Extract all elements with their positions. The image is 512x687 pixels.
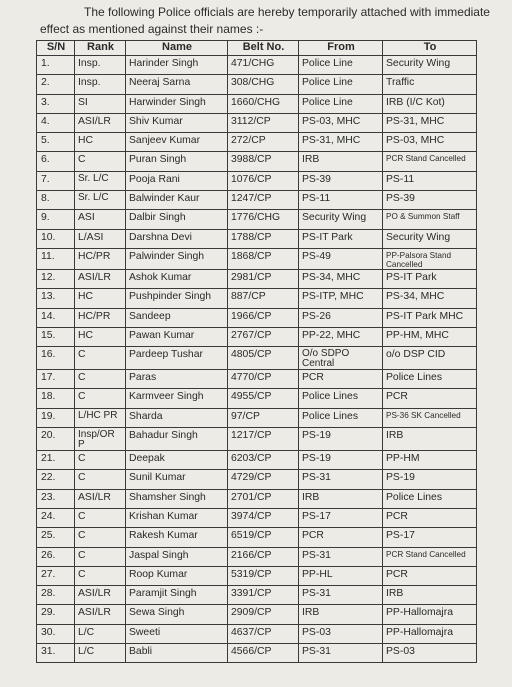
- cell-sn: 15.: [37, 327, 75, 346]
- cell-from: PS-26: [299, 308, 383, 327]
- cell-from: IRB: [299, 605, 383, 624]
- cell-to: PS-36 SK Cancelled: [383, 408, 477, 427]
- cell-belt-no: 6519/CP: [228, 528, 299, 547]
- cell-from: PS-03: [299, 624, 383, 643]
- cell-sn: 27.: [37, 566, 75, 585]
- cell-rank: ASI/LR: [75, 586, 126, 605]
- cell-name: Shiv Kumar: [126, 113, 228, 132]
- table-body: [37, 56, 477, 663]
- table-row: [37, 389, 477, 408]
- cell-to: PCR: [383, 389, 477, 408]
- table-header-row: [37, 41, 477, 56]
- cell-to: PCR: [383, 566, 477, 585]
- cell-from: PS-31: [299, 586, 383, 605]
- intro-line-2: effect as mentioned against their names :-: [40, 22, 264, 36]
- cell-belt-no: 2701/CP: [228, 489, 299, 508]
- cell-belt-no: 3974/CP: [228, 508, 299, 527]
- cell-sn: 23.: [37, 489, 75, 508]
- table-row: [37, 210, 477, 229]
- cell-belt-no: 3112/CP: [228, 113, 299, 132]
- table-row: [37, 308, 477, 327]
- table-row: [37, 171, 477, 190]
- cell-rank: Sr. L/C: [75, 171, 126, 190]
- cell-rank: Insp.: [75, 56, 126, 75]
- cell-to: IRB: [383, 428, 477, 451]
- table-row: [37, 269, 477, 288]
- cell-rank: HC: [75, 289, 126, 308]
- table-row: [37, 370, 477, 389]
- cell-sn: 14.: [37, 308, 75, 327]
- cell-rank: HC/PR: [75, 308, 126, 327]
- table-row: [37, 152, 477, 171]
- cell-from: PS-31: [299, 644, 383, 663]
- cell-sn: 24.: [37, 508, 75, 527]
- cell-name: Pushpinder Singh: [126, 289, 228, 308]
- table-row: [37, 644, 477, 663]
- cell-to: Police Lines: [383, 489, 477, 508]
- cell-to: PO & Summon Staff: [383, 210, 477, 229]
- table-row: [37, 566, 477, 585]
- table-row: [37, 248, 477, 269]
- cell-belt-no: 3391/CP: [228, 586, 299, 605]
- cell-sn: 4.: [37, 113, 75, 132]
- cell-sn: 16.: [37, 347, 75, 370]
- cell-sn: 25.: [37, 528, 75, 547]
- cell-belt-no: 4566/CP: [228, 644, 299, 663]
- cell-to: PS-39: [383, 191, 477, 210]
- cell-name: Rakesh Kumar: [126, 528, 228, 547]
- cell-belt-no: 97/CP: [228, 408, 299, 427]
- cell-name: Sanjeev Kumar: [126, 133, 228, 152]
- cell-name: Sewa Singh: [126, 605, 228, 624]
- cell-belt-no: 1217/CP: [228, 428, 299, 451]
- table-row: [37, 547, 477, 566]
- cell-rank: C: [75, 451, 126, 470]
- cell-name: Puran Singh: [126, 152, 228, 171]
- cell-name: Shamsher Singh: [126, 489, 228, 508]
- header-rank: Rank: [75, 41, 126, 56]
- cell-from: PS-ITP, MHC: [299, 289, 383, 308]
- cell-from: PS-IT Park: [299, 229, 383, 248]
- cell-to: PS-03: [383, 644, 477, 663]
- cell-sn: 8.: [37, 191, 75, 210]
- cell-rank: C: [75, 566, 126, 585]
- cell-name: Paras: [126, 370, 228, 389]
- table-row: [37, 470, 477, 489]
- cell-to: PP-Palsora Stand Cancelled: [383, 248, 477, 269]
- cell-name: Sunil Kumar: [126, 470, 228, 489]
- cell-to: PP-HM, MHC: [383, 327, 477, 346]
- cell-belt-no: 2166/CP: [228, 547, 299, 566]
- cell-rank: L/C: [75, 644, 126, 663]
- cell-sn: 9.: [37, 210, 75, 229]
- cell-belt-no: 1788/CP: [228, 229, 299, 248]
- cell-to: PS-34, MHC: [383, 289, 477, 308]
- cell-name: Harinder Singh: [126, 56, 228, 75]
- cell-from: Police Line: [299, 94, 383, 113]
- cell-to: IRB (I/C Kot): [383, 94, 477, 113]
- cell-sn: 31.: [37, 644, 75, 663]
- cell-belt-no: 2981/CP: [228, 269, 299, 288]
- cell-sn: 20.: [37, 428, 75, 451]
- cell-to: PS-17: [383, 528, 477, 547]
- cell-to: IRB: [383, 586, 477, 605]
- cell-sn: 21.: [37, 451, 75, 470]
- table-row: [37, 229, 477, 248]
- cell-name: Balwinder Kaur: [126, 191, 228, 210]
- table-row: [37, 428, 477, 451]
- cell-belt-no: 887/CP: [228, 289, 299, 308]
- header-from: From: [299, 41, 383, 56]
- table-row: [37, 289, 477, 308]
- cell-sn: 29.: [37, 605, 75, 624]
- cell-name: Sharda: [126, 408, 228, 427]
- cell-name: Ashok Kumar: [126, 269, 228, 288]
- table-row: [37, 191, 477, 210]
- cell-to: PS-IT Park: [383, 269, 477, 288]
- cell-name: Darshna Devi: [126, 229, 228, 248]
- cell-from: PS-49: [299, 248, 383, 269]
- cell-from: PS-31, MHC: [299, 133, 383, 152]
- cell-belt-no: 308/CHG: [228, 75, 299, 94]
- cell-belt-no: 2767/CP: [228, 327, 299, 346]
- cell-sn: 5.: [37, 133, 75, 152]
- table-row: [37, 75, 477, 94]
- cell-rank: C: [75, 347, 126, 370]
- cell-from: PS-39: [299, 171, 383, 190]
- cell-belt-no: 1660/CHG: [228, 94, 299, 113]
- cell-name: Neeraj Sarna: [126, 75, 228, 94]
- header-to: To: [383, 41, 477, 56]
- cell-from: PP-22, MHC: [299, 327, 383, 346]
- cell-to: PS-IT Park MHC: [383, 308, 477, 327]
- cell-sn: 10.: [37, 229, 75, 248]
- cell-rank: ASI/LR: [75, 605, 126, 624]
- cell-sn: 30.: [37, 624, 75, 643]
- cell-from: Police Line: [299, 75, 383, 94]
- cell-to: PS-03, MHC: [383, 133, 477, 152]
- cell-rank: ASI/LR: [75, 489, 126, 508]
- cell-name: Pardeep Tushar: [126, 347, 228, 370]
- cell-to: PP-Hallomajra: [383, 605, 477, 624]
- cell-name: Krishan Kumar: [126, 508, 228, 527]
- cell-rank: C: [75, 470, 126, 489]
- table-row: [37, 528, 477, 547]
- cell-belt-no: 4805/CP: [228, 347, 299, 370]
- cell-from: PS-03, MHC: [299, 113, 383, 132]
- cell-rank: C: [75, 370, 126, 389]
- cell-to: Traffic: [383, 75, 477, 94]
- table-row: [37, 133, 477, 152]
- table-row: [37, 451, 477, 470]
- table-row: [37, 586, 477, 605]
- cell-from: PS-31: [299, 547, 383, 566]
- attachment-table: [36, 40, 477, 663]
- table-row: [37, 56, 477, 75]
- cell-sn: 2.: [37, 75, 75, 94]
- cell-from: PS-17: [299, 508, 383, 527]
- table-row: [37, 508, 477, 527]
- cell-rank: HC/PR: [75, 248, 126, 269]
- cell-from: PCR: [299, 528, 383, 547]
- cell-to: PS-19: [383, 470, 477, 489]
- cell-belt-no: 3988/CP: [228, 152, 299, 171]
- cell-name: Jaspal Singh: [126, 547, 228, 566]
- cell-belt-no: 6203/CP: [228, 451, 299, 470]
- cell-name: Harwinder Singh: [126, 94, 228, 113]
- cell-sn: 6.: [37, 152, 75, 171]
- cell-rank: Sr. L/C: [75, 191, 126, 210]
- cell-sn: 28.: [37, 586, 75, 605]
- cell-from: PS-11: [299, 191, 383, 210]
- cell-sn: 11.: [37, 248, 75, 269]
- cell-name: Roop Kumar: [126, 566, 228, 585]
- intro-text: [40, 4, 510, 38]
- cell-to: PCR Stand Cancelled: [383, 152, 477, 171]
- cell-name: Paramjit Singh: [126, 586, 228, 605]
- cell-name: Pawan Kumar: [126, 327, 228, 346]
- cell-from: PS-31: [299, 470, 383, 489]
- cell-from: PP-HL: [299, 566, 383, 585]
- cell-rank: HC: [75, 327, 126, 346]
- header-sn: S/N: [37, 41, 75, 56]
- cell-name: Bahadur Singh: [126, 428, 228, 451]
- cell-belt-no: 1868/CP: [228, 248, 299, 269]
- cell-belt-no: 272/CP: [228, 133, 299, 152]
- cell-rank: C: [75, 389, 126, 408]
- cell-sn: 7.: [37, 171, 75, 190]
- cell-name: Karmveer Singh: [126, 389, 228, 408]
- cell-rank: C: [75, 152, 126, 171]
- cell-from: Security Wing: [299, 210, 383, 229]
- cell-belt-no: 5319/CP: [228, 566, 299, 585]
- cell-belt-no: 1247/CP: [228, 191, 299, 210]
- cell-rank: L/C: [75, 624, 126, 643]
- table-row: [37, 347, 477, 370]
- table-row: [37, 113, 477, 132]
- cell-rank: C: [75, 508, 126, 527]
- cell-belt-no: 2909/CP: [228, 605, 299, 624]
- cell-from: IRB: [299, 152, 383, 171]
- cell-from: Police Lines: [299, 389, 383, 408]
- cell-sn: 17.: [37, 370, 75, 389]
- cell-to: Police Lines: [383, 370, 477, 389]
- cell-to: PCR: [383, 508, 477, 527]
- cell-to: Security Wing: [383, 229, 477, 248]
- header-name: Name: [126, 41, 228, 56]
- cell-to: PS-11: [383, 171, 477, 190]
- cell-sn: 13.: [37, 289, 75, 308]
- cell-belt-no: 471/CHG: [228, 56, 299, 75]
- cell-sn: 3.: [37, 94, 75, 113]
- table-row: [37, 408, 477, 427]
- header-belt-no: Belt No.: [228, 41, 299, 56]
- cell-belt-no: 1076/CP: [228, 171, 299, 190]
- cell-from: PCR: [299, 370, 383, 389]
- table-row: [37, 605, 477, 624]
- cell-sn: 1.: [37, 56, 75, 75]
- table-row: [37, 327, 477, 346]
- cell-sn: 18.: [37, 389, 75, 408]
- cell-from: Police Line: [299, 56, 383, 75]
- cell-rank: SI: [75, 94, 126, 113]
- cell-rank: Insp.: [75, 75, 126, 94]
- cell-sn: 19.: [37, 408, 75, 427]
- cell-sn: 22.: [37, 470, 75, 489]
- cell-rank: L/HC PR: [75, 408, 126, 427]
- intro-line-1: The following Police officials are hereby temporarily attached with immediate: [84, 5, 490, 19]
- table-row: [37, 624, 477, 643]
- cell-belt-no: 4770/CP: [228, 370, 299, 389]
- cell-rank: ASI/LR: [75, 113, 126, 132]
- cell-rank: HC: [75, 133, 126, 152]
- cell-name: Pooja Rani: [126, 171, 228, 190]
- cell-to: PCR Stand Cancelled: [383, 547, 477, 566]
- cell-name: Sweeti: [126, 624, 228, 643]
- cell-rank: L/ASI: [75, 229, 126, 248]
- table-row: [37, 94, 477, 113]
- cell-from: PS-19: [299, 451, 383, 470]
- cell-rank: ASI: [75, 210, 126, 229]
- cell-rank: ASI/LR: [75, 269, 126, 288]
- cell-to: PP-Hallomajra: [383, 624, 477, 643]
- cell-from: IRB: [299, 489, 383, 508]
- cell-belt-no: 4955/CP: [228, 389, 299, 408]
- cell-from: O/o SDPO Central: [299, 347, 383, 370]
- cell-name: Babli: [126, 644, 228, 663]
- cell-rank: Insp/OR P: [75, 428, 126, 451]
- cell-sn: 26.: [37, 547, 75, 566]
- cell-from: PS-34, MHC: [299, 269, 383, 288]
- cell-rank: C: [75, 528, 126, 547]
- table-row: [37, 489, 477, 508]
- cell-belt-no: 4637/CP: [228, 624, 299, 643]
- cell-belt-no: 1966/CP: [228, 308, 299, 327]
- cell-name: Deepak: [126, 451, 228, 470]
- cell-belt-no: 4729/CP: [228, 470, 299, 489]
- cell-to: PP-HM: [383, 451, 477, 470]
- cell-to: o/o DSP CID: [383, 347, 477, 370]
- cell-name: Sandeep: [126, 308, 228, 327]
- cell-to: PS-31, MHC: [383, 113, 477, 132]
- cell-name: Dalbir Singh: [126, 210, 228, 229]
- cell-sn: 12.: [37, 269, 75, 288]
- cell-from: PS-19: [299, 428, 383, 451]
- cell-from: Police Lines: [299, 408, 383, 427]
- cell-rank: C: [75, 547, 126, 566]
- cell-to: Security Wing: [383, 56, 477, 75]
- cell-belt-no: 1776/CHG: [228, 210, 299, 229]
- cell-name: Palwinder Singh: [126, 248, 228, 269]
